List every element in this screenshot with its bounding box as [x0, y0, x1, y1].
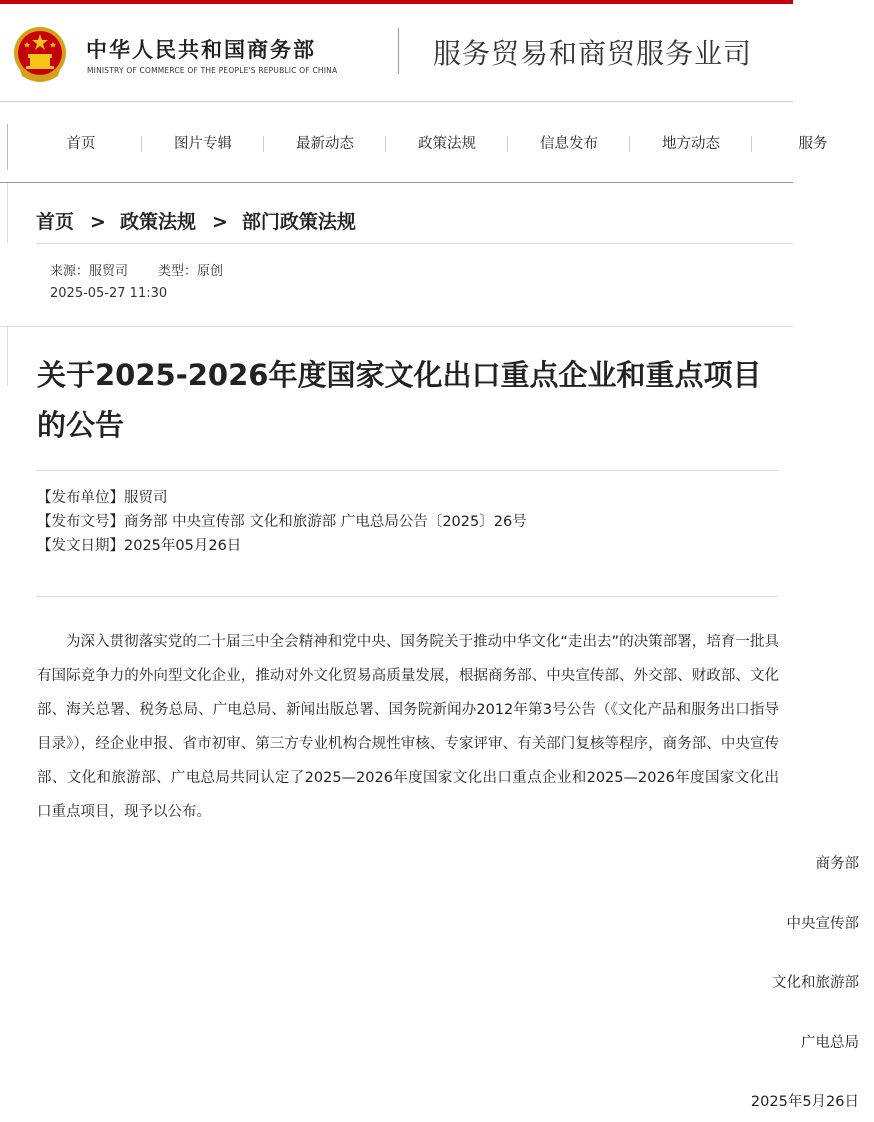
content-left-rule — [7, 183, 8, 243]
info-issuer: 【发布单位】服贸司 — [37, 490, 168, 506]
info-issue-date: 【发文日期】2025年05月26日 — [37, 538, 242, 554]
nav-border — [0, 182, 793, 183]
signatory-culture-tourism: 文化和旅游部 — [772, 975, 859, 991]
article-title: 关于2025-2026年度国家文化出口重点企业和重点项目的公告 — [37, 358, 762, 442]
article-meta — [50, 260, 223, 279]
signatory-publicity-dept: 中央宣传部 — [786, 916, 859, 932]
breadcrumb-separator: > — [90, 211, 106, 233]
article-body-paragraph: 为深入贯彻落实党的二十届三中全会精神和党中央、国务院关于推动中华文化“走出去”的决策部署，培育一批具有国际竞争力的外向型文化企业，推动对外文化贸易高质量发展，根据商务部、中央宣传部、外交部、财政部、文化部、海关总署、税务总局、广电总局、新闻出版总署、国务院新闻办2012年第3号公告（《文化产品和服务出口指导目录》），经企业申报、省市初审、第三方专业机构合规性审核、专家评审、有关部门复核等程序，商务部、中央宣传部、文化和旅游部、广电总局共同认定了2025—2026年度国家文化出口重点企业和2025—2026年度国家文化出口重点项目，现予以公布。 — [37, 634, 779, 820]
breadcrumb — [36, 207, 356, 234]
breadcrumb-home[interactable]: 首页 — [36, 211, 75, 233]
header-divider — [398, 28, 399, 74]
nav-item-local-news[interactable]: 地方动态 — [630, 132, 752, 153]
main-nav — [0, 102, 828, 182]
meta-divider — [0, 326, 793, 327]
breadcrumb-divider — [36, 243, 793, 244]
sign-date: 2025年5月26日 — [750, 1094, 859, 1110]
breadcrumb-dept-policies[interactable]: 部门政策法规 — [241, 211, 356, 233]
nav-item-policies[interactable]: 政策法规 — [386, 132, 508, 153]
signatory-mofcom: 商务部 — [815, 856, 859, 872]
nav-item-photo-albums[interactable]: 图片专辑 — [142, 132, 264, 153]
site-title[interactable]: 服务贸易和商贸服务业司 — [433, 37, 753, 70]
org-name-cn: 中华人民共和国商务部 — [86, 38, 316, 62]
article-info — [37, 486, 527, 558]
site-header — [0, 4, 793, 101]
nav-left-divider — [7, 124, 8, 170]
title-divider — [36, 470, 778, 471]
nav-item-services[interactable]: 服务 — [798, 135, 828, 152]
breadcrumb-separator: > — [211, 211, 228, 233]
content-left-rule — [7, 326, 8, 386]
info-doc-number: 【发布文号】商务部 中央宣传部 文化和旅游部 广电总局公告〔2025〕26号 — [37, 514, 527, 530]
national-emblem-icon[interactable] — [12, 26, 68, 84]
meta-type: 类型：原创 — [158, 264, 224, 279]
nav-item-latest-news[interactable]: 最新动态 — [264, 132, 386, 153]
nav-item-releases[interactable]: 信息发布 — [508, 132, 630, 153]
org-name-en: MINISTRY OF COMMERCE OF THE PEOPLE'S REPUBLIC OF CHINA — [87, 66, 338, 75]
meta-datetime: 2025-05-27 11:30 — [50, 286, 168, 301]
signatory-nrta: 广电总局 — [801, 1035, 859, 1051]
info-divider — [36, 596, 778, 597]
meta-source: 来源：服贸司 — [50, 264, 129, 279]
nav-item-home[interactable]: 首页 — [20, 132, 142, 153]
breadcrumb-policies[interactable]: 政策法规 — [119, 211, 196, 233]
